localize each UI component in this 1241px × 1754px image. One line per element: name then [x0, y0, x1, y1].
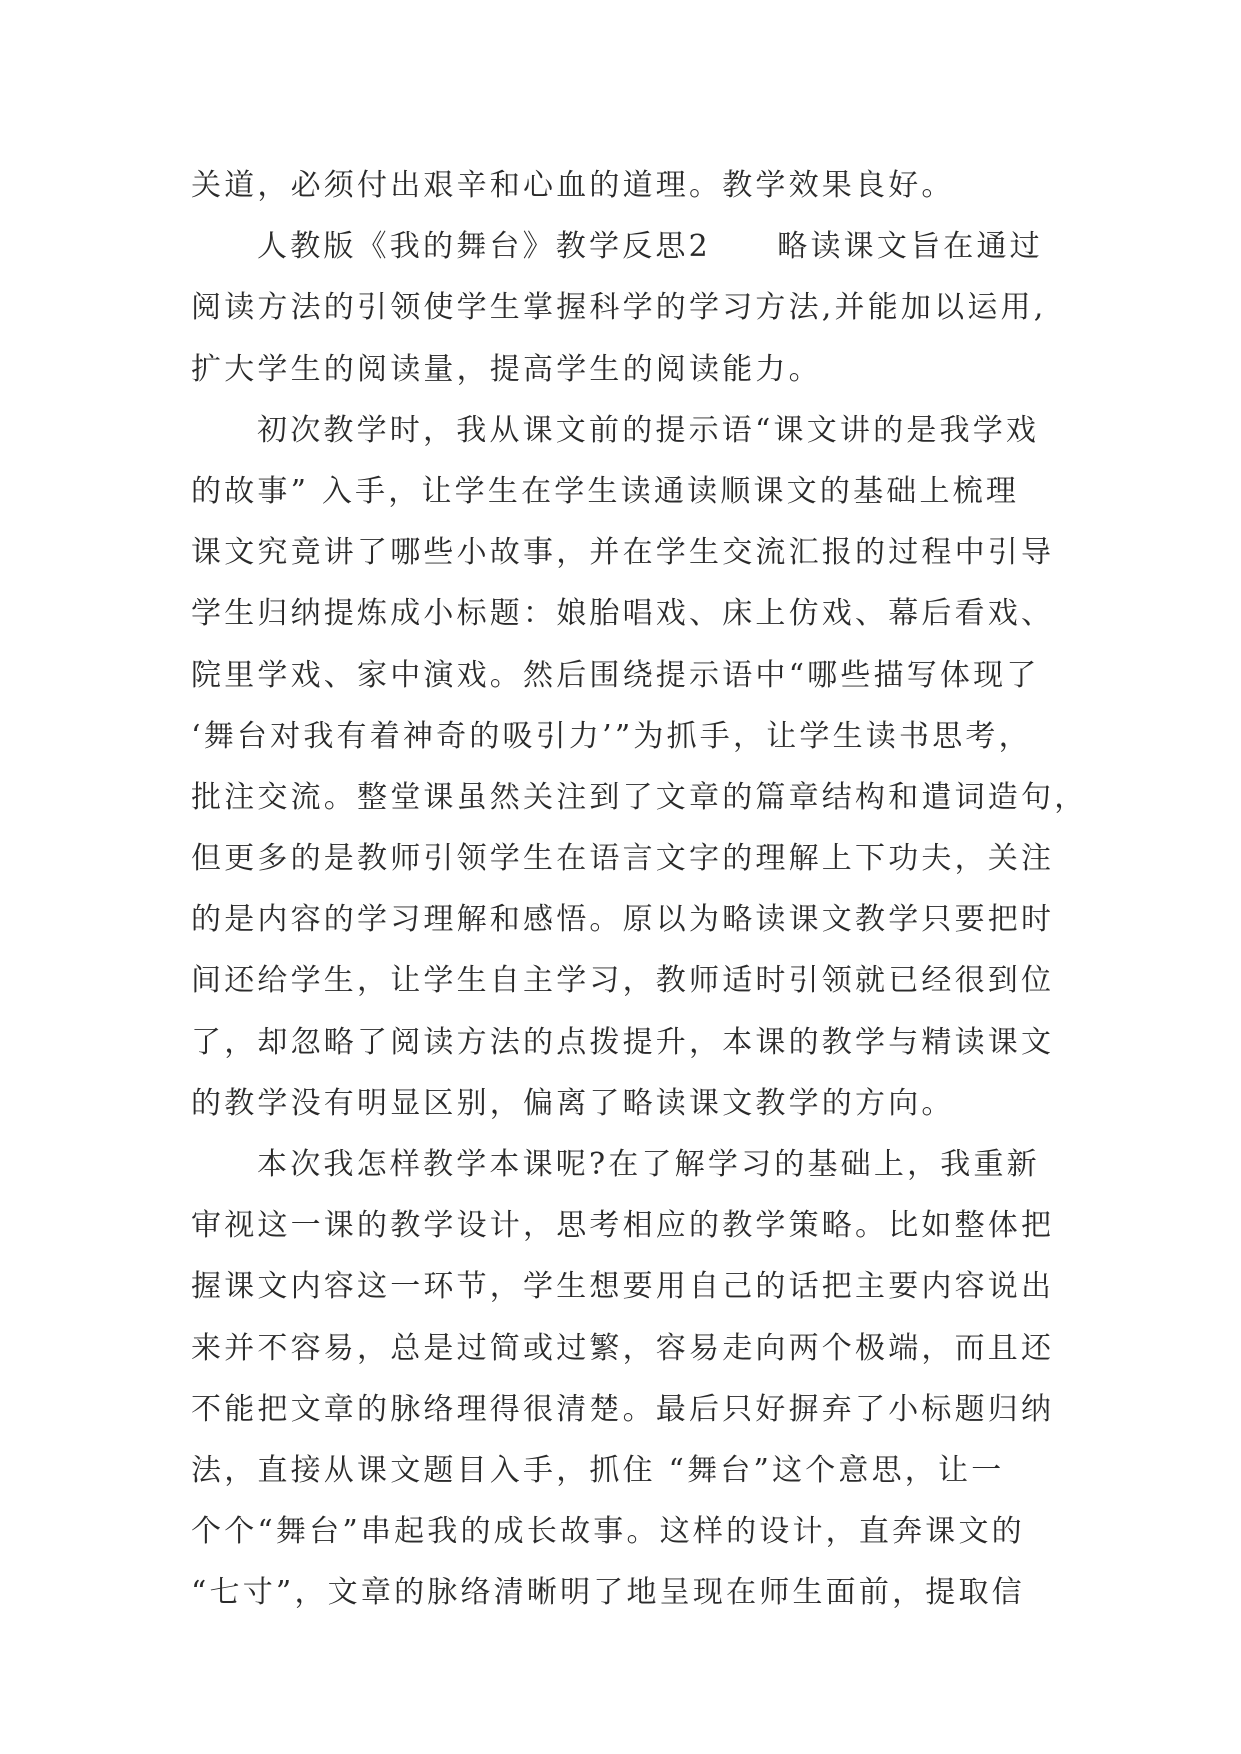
text-line: 握课文内容这一环节，学生想要用自己的话把主要内容说出 [191, 1269, 1055, 1305]
text-line: 扩大学生的阅读量，提高学生的阅读能力。 [191, 351, 822, 387]
body-text [191, 155, 1091, 1624]
text-line: 学生归纳提炼成小标题：娘胎唱戏、床上仿戏、幕后看戏、 [191, 596, 1055, 632]
text-line: 的故事” 入手，让学生在学生读通读顺课文的基础上梳理 [191, 473, 1020, 509]
text-line: 本次我怎样教学本课呢?在了解学习的基础上，我重新 [257, 1147, 1040, 1182]
text-line: 关道，必须付出艰辛和心血的道理。教学效果良好。 [191, 168, 955, 203]
text-line: 间还给学生，让学生自主学习，教师适时引领就已经很到位 [191, 963, 1055, 999]
text-line: 法，直接从课文题目入手，抓住 “舞台”这个意思，让一 [191, 1452, 1005, 1488]
text-line: 批注交流。整堂课虽然关注到了文章的篇章结构和遣词造句， [191, 779, 1088, 815]
text-line: 人教版《我的舞台》教学反思2 略读课文旨在通过 [257, 229, 1043, 265]
text-line: 了，却忽略了阅读方法的点拨提升，本课的教学与精读课文 [191, 1024, 1055, 1060]
text-line: 但更多的是教师引领学生在语言文字的理解上下功夫，关注 [191, 841, 1055, 877]
text-line: 院里学戏、家中演戏。然后围绕提示语中“哪些描写体现了 [191, 657, 1040, 693]
text-line: 的是内容的学习理解和感悟。原以为略读课文教学只要把时 [191, 902, 1055, 938]
text-line: 的教学没有明显区别，偏离了略读课文教学的方向。 [191, 1085, 955, 1121]
text-line: 不能把文章的脉络理得很清楚。最后只好摒弃了小标题归纳 [191, 1391, 1055, 1427]
text-line: 阅读方法的引领使学生掌握科学的学习方法,并能加以运用, [191, 290, 1047, 326]
text-line: 课文究竟讲了哪些小故事，并在学生交流汇报的过程中引导 [191, 535, 1055, 571]
text-line: 初次教学时，我从课文前的提示语“课文讲的是我学戏 [257, 412, 1040, 448]
text-line: 个个“舞台”串起我的成长故事。这样的设计，直奔课文的 [191, 1514, 1025, 1550]
text-line: 审视这一课的教学设计，思考相应的教学策略。比如整体把 [191, 1208, 1055, 1244]
text-line: “七寸”，文章的脉络清晰明了地呈现在师生面前，提取信 [191, 1575, 1025, 1611]
text-line: ‘舞台对我有着神奇的吸引力’”为抓手，让学生读书思考， [191, 718, 1032, 754]
text-line: 来并不容易，总是过简或过繁，容易走向两个极端，而且还 [191, 1330, 1055, 1366]
